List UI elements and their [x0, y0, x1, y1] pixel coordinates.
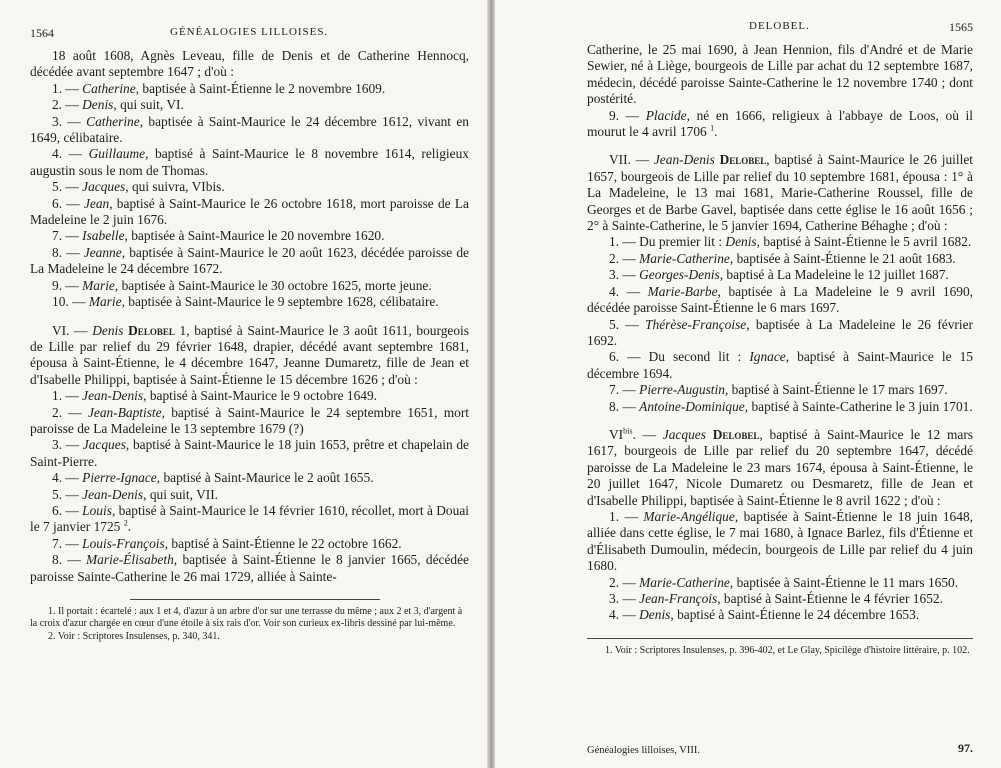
paragraph-right-5: 2. — Marie-Catherine, baptisée à Saint-Étienne le 21 août 1683. [609, 250, 956, 266]
paragraph-right-16: 4. — Denis, baptisé à Saint-Étienne le 24 décembre 1653. [609, 607, 920, 623]
paragraph-right-1: Catherine, le 25 mai 1690, à Jean Hennion, fils d'André et de Marie Sewier, né à Liège, bourgeois de Lille par achat du 12 septembre 1687, médecin, décédé paroisse Sainte-Catherine le 12 novembre 1740 ; dont postérité. [587, 42, 973, 107]
paragraph-left-1: 18 août 1608, Agnès Leveau, fille de Denis et de Catherine Hennocq, décédée avant septembre 1647 ; d'où : [30, 48, 469, 80]
paragraph-right-3: VII. — Jean-Denis Delobel, baptisé à Saint-Maurice le 26 juillet 1657, bourgeois de Lille par relief du 10 septembre 1681, épousa : 1° à La Madeleine, le 13 mai 1681, Marie-Catherine Roussel, fille de Georges et de Barbe Gavel, baptisée dans cette église le 16 août 1656 ; 2° à Sainte-Catherine, le 5 janvier 1694, Catherine Béhaghe ; d'où : [587, 152, 973, 234]
right-body-text [587, 42, 973, 624]
paragraph-right-7: 4. — Marie-Barbe, baptisée à La Madeleine le 9 avril 1690, décédée paroisse Saint-Étienne le 6 mars 1697. [587, 283, 973, 316]
footnote-left-1: 1. Il portait : écartelé : aux 1 et 4, d'azur à un arbre d'or sur une terrasse du même ; aux 2 et 3, d'argent à la croix d'azur chargée en cœur d'une étoile à six rais d'or. Voir son curieux ex-libris dessiné par lui-même. [30, 606, 463, 630]
paragraph-left-6: 5. — Jacques, qui suivra, VIbis. [52, 179, 225, 195]
left-body-text [30, 48, 469, 585]
paragraph-left-18: 6. — Louis, baptisé à Saint-Maurice le 14 février 1610, récollet, mort à Douai le 7 janvier 1725 $^2$. [30, 502, 469, 535]
footnote-right-1: 1. Voir : Scriptores Insulenses, p. 396-402, et Le Glay, Spicilège d'histoire littéraire, p. 102. [605, 644, 970, 656]
paragraph-right-13: 1. — Marie-Angélique, baptisée à Saint-Étienne le 18 juin 1648, alliée dans cette église, le 7 mai 1680, à Ignace Barlez, fils d'Étienne et d'Élisabeth Dumoulin, médecin, bourgeois de Lille par relief du 4 juin 1680. [587, 508, 973, 574]
paragraph-left-19: 7. — Louis-François, baptisé à Saint-Étienne le 22 octobre 1662. [52, 535, 402, 551]
right-running-title: DELOBEL. [749, 20, 810, 32]
paragraph-left-10: 9. — Marie, baptisée à Saint-Maurice le 30 octobre 1625, morte jeune. [52, 277, 432, 293]
paragraph-right-9: 6. — Du second lit : Ignace, baptisé à Saint-Maurice le 15 décembre 1694. [587, 349, 973, 381]
left-running-title: GÉNÉALOGIES LILLOISES. [170, 26, 329, 38]
paragraph-left-13: 1. — Jean-Denis, baptisé à Saint-Maurice le 9 octobre 1649. [52, 388, 378, 404]
left-page-number: 1564 [30, 26, 54, 40]
footnote-left-2: 2. Voir : Scriptores Insulenses, p. 340, 341. [48, 630, 220, 642]
right-footnotes [587, 645, 973, 657]
left-page-header [30, 26, 469, 48]
right-page [495, 0, 1001, 768]
paragraph-left-4: 3. — Catherine, baptisée à Saint-Maurice le 24 décembre 1612, vivant en 1649, célibataire. [30, 113, 469, 146]
paragraph-left-15: 3. — Jacques, baptisé à Saint-Maurice le 18 juin 1653, prêtre et chapelain de Saint-Pierre. [30, 437, 469, 469]
paragraph-right-4: 1. — Du premier lit : Denis, baptisé à Saint-Étienne le 5 avril 1682. [609, 234, 972, 250]
paragraph-left-7: 6. — Jean, baptisé à Saint-Maurice le 26 octobre 1618, mort paroisse de La Madeleine le 2 juin 1676. [30, 195, 469, 228]
left-footnote-rule [130, 599, 380, 600]
right-page-header [587, 20, 973, 42]
right-footnote-rule [587, 638, 973, 639]
paragraph-right-10: 7. — Pierre-Augustin, baptisé à Saint-Étienne le 17 mars 1697. [609, 382, 948, 398]
paragraph-right-8: 5. — Thérèse-Françoise, baptisée à La Madeleine le 26 février 1692. [587, 316, 973, 348]
right-page-number: 1565 [949, 20, 973, 34]
paragraph-right-14: 2. — Marie-Catherine, baptisée à Saint-Étienne le 11 mars 1650. [609, 574, 959, 590]
paragraph-left-20: 8. — Marie-Élisabeth, baptisée à Saint-Étienne le 8 janvier 1665, décédée paroisse Sainte-Catherine le 26 mai 1729, alliée à Sainte- [30, 552, 469, 584]
paragraph-right-2: 9. — Placide, né en 1666, religieux à l'abbaye de Loos, où il mourut le 4 avril 1706 $^1$. [587, 107, 973, 140]
paragraph-left-9: 8. — Jeanne, baptisée à Saint-Maurice le 20 août 1623, décédée paroisse de La Madeleine le 24 décembre 1672. [30, 244, 469, 277]
paragraph-left-5: 4. — Guillaume, baptisé à Saint-Maurice le 8 novembre 1614, religieux augustin sous le nom de Thomas. [30, 146, 469, 178]
paragraph-left-11: 10. — Marie, baptisée à Saint-Maurice le 9 septembre 1628, célibataire. [52, 294, 439, 310]
paragraph-left-12: VI. — Denis Delobel 1, baptisé à Saint-Maurice le 3 août 1611, bourgeois de Lille par relief du 29 février 1648, drapier, décédé avant septembre 1681, épousa à Saint-Étienne, le 4 décembre 1647, Jeanne Dumaretz, fille de Jean et d'Isabelle Philippi, baptisée à Saint-Étienne le 15 décembre 1626 ; d'où : [30, 322, 469, 387]
left-page [0, 0, 489, 768]
paragraph-right-6: 3. — Georges-Denis, baptisé à La Madeleine le 12 juillet 1687. [609, 267, 949, 283]
paragraph-right-12: $VI^{bis}$. — Jacques Delobel, baptisé à Saint-Maurice le 12 mars 1617, bourgeois de Lille par relief du 20 septembre 1647, décédé paroisse de La Madeleine le 23 mars 1674, épousa à Saint-Étienne, le 20 juillet 1647, Nicole Dumaretz ou Desmaretz, fille de Jean et d'Isabelle Philippi, baptisée à Saint-Étienne le 8 avril 1622 ; d'où : [587, 426, 973, 508]
paragraph-left-17: 5. — Jean-Denis, qui suit, VII. [52, 486, 219, 502]
signature-mark: Généalogies lilloises, VIII. [587, 745, 700, 756]
paragraph-left-3: 2. — Denis, qui suit, VI. [52, 97, 184, 113]
paragraph-left-16: 4. — Pierre-Ignace, baptisé à Saint-Maurice le 2 août 1655. [52, 470, 374, 486]
paragraph-left-14: 2. — Jean-Baptiste, baptisé à Saint-Maurice le 24 septembre 1651, mort paroisse de La Madeleine le 13 septembre 1679 (?) [30, 404, 469, 436]
paragraph-left-8: 7. — Isabelle, baptisée à Saint-Maurice le 20 novembre 1620. [52, 228, 385, 244]
left-footnotes [30, 606, 469, 643]
sheet-number: 97. [958, 741, 973, 755]
paragraph-right-15: 3. — Jean-François, baptisé à Saint-Étienne le 4 février 1652. [609, 591, 943, 606]
paragraph-right-11: 8. — Antoine-Dominique, baptisé à Sainte-Catherine le 3 juin 1701. [609, 398, 973, 414]
paragraph-left-2: 1. — Catherine, baptisée à Saint-Étienne le 2 novembre 1609. [52, 80, 386, 96]
